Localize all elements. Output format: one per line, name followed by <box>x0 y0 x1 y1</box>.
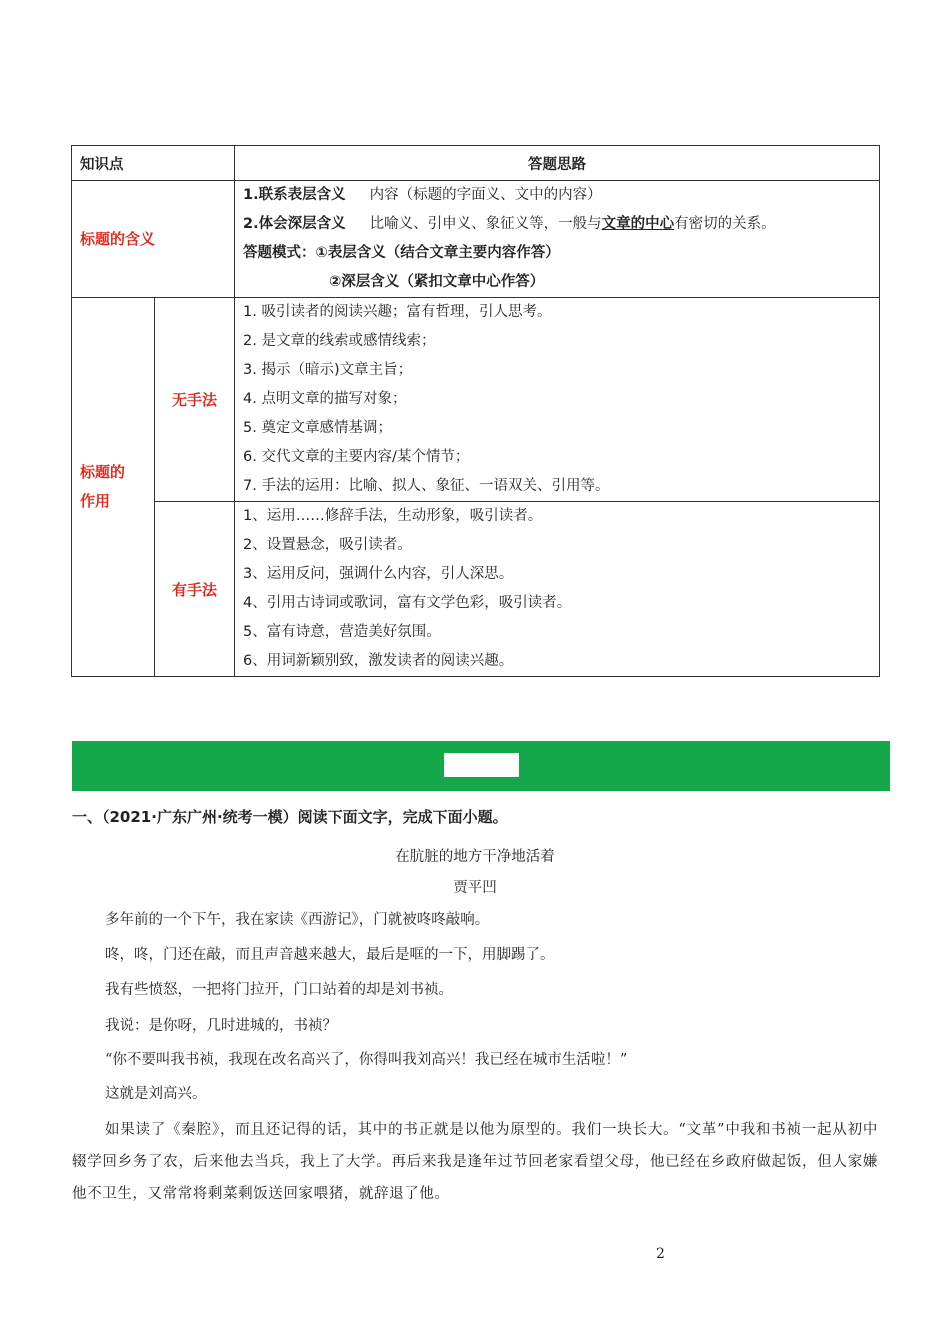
meaning-line-2-text-a: 比喻义、引申义、象征义等，一般与 <box>369 216 602 232</box>
answer-mode-line-2: ②深层含义（紧扣文章中心作答） <box>329 274 545 290</box>
meaning-line-1 <box>243 181 879 210</box>
with-technique-list <box>235 502 880 677</box>
paragraph: 多年前的一个下午，我在家读《西游记》，门就被咚咚敲响。 <box>105 912 490 928</box>
list-item: 7. 手法的运用：比喻、拟人、象征、一语双关、引用等。 <box>243 478 610 494</box>
label-title-function-line-1: 标题的 <box>80 463 126 481</box>
meaning-line-2-text-b: 有密切的关系。 <box>674 216 776 232</box>
section-banner <box>72 741 890 791</box>
paragraph: 这就是刘高兴。 <box>105 1086 207 1102</box>
paragraph: 我有些愤怒，一把将门拉开，门口站着的却是刘书祯。 <box>105 982 453 998</box>
list-item: 5、富有诗意，营造美好氛围。 <box>243 624 441 640</box>
answer-mode-line-1: 答题模式：①表层含义（结合文章主要内容作答） <box>243 245 560 261</box>
list-item: 4. 点明文章的描写对象； <box>243 391 407 407</box>
header-answer-approach: 答题思路 <box>235 146 880 181</box>
list-item: 2、设置悬念，吸引读者。 <box>243 537 412 553</box>
table-row-function-with-technique <box>72 502 880 677</box>
list-item: 5. 奠定文章感情基调； <box>243 420 392 436</box>
page-number: 2 <box>656 1246 665 1262</box>
list-item: 4、引用古诗词或歌词，富有文学色彩，吸引读者。 <box>243 595 572 611</box>
article-author: 贾平凹 <box>453 880 497 896</box>
list-item: 3. 揭示（暗示)文章主旨； <box>243 362 413 378</box>
paragraph: 咚，咚，门还在敲，而且声音越来越大，最后是哐的一下，用脚踢了。 <box>105 947 555 963</box>
no-technique-list <box>235 298 880 502</box>
meaning-line-2 <box>243 210 879 239</box>
table-row-function-no-technique <box>72 298 880 502</box>
table-header-row <box>72 146 880 181</box>
label-title-function <box>72 298 155 677</box>
list-item: 1. 吸引读者的阅读兴趣；富有哲理，引人思考。 <box>243 304 552 320</box>
article-title: 在肮脏的地方干净地活着 <box>395 849 555 865</box>
list-item: 2. 是文章的线索或感情线索； <box>243 333 436 349</box>
list-item: 1、运用……修辞手法，生动形象，吸引读者。 <box>243 508 543 524</box>
knowledge-table <box>71 145 880 677</box>
list-item: 6、用词新颖别致，激发读者的阅读兴趣。 <box>243 653 514 669</box>
label-no-technique: 无手法 <box>155 298 235 502</box>
table-row-meaning <box>72 181 880 298</box>
section-banner-label-box <box>444 753 519 777</box>
meaning-line-1-bold: 1.联系表层含义 <box>243 187 346 203</box>
meaning-line-1-text: 内容（标题的字面义、文中的内容） <box>369 187 602 203</box>
label-title-meaning: 标题的含义 <box>72 181 235 298</box>
label-title-function-line-2: 作用 <box>80 492 111 510</box>
meaning-content <box>235 181 880 298</box>
label-with-technique: 有手法 <box>155 502 235 677</box>
header-knowledge-point: 知识点 <box>72 146 235 181</box>
paragraph: 如果读了《秦腔》，而且还记得的话，其中的书正就是以他为原型的。我们一块长大。“文革”中我和书祯一起从初中辍学回乡务了农，后来他去当兵，我上了大学。再后来我是逢年过节回老家看望父母，他已经在乡政府做起饭，但人家嫌他不卫生，又常常将剩菜剩饭送回家喂猪，就辞退了他。 <box>72 1122 878 1202</box>
question-title: 一、（2021·广东广州·统考一模）阅读下面文字，完成下面小题。 <box>72 808 508 826</box>
meaning-line-2-bold: 2.体会深层含义 <box>243 216 346 232</box>
meaning-line-2-underline: 文章的中心 <box>601 216 675 232</box>
paragraph: “你不要叫我书祯，我现在改名高兴了，你得叫我刘高兴！我已经在城市生活啦！” <box>105 1052 628 1068</box>
list-item: 6. 交代文章的主要内容/某个情节； <box>243 449 470 465</box>
list-item: 3、运用反问，强调什么内容，引人深思。 <box>243 566 514 582</box>
paragraph: 我说：是你呀，几时进城的，书祯？ <box>105 1018 337 1034</box>
